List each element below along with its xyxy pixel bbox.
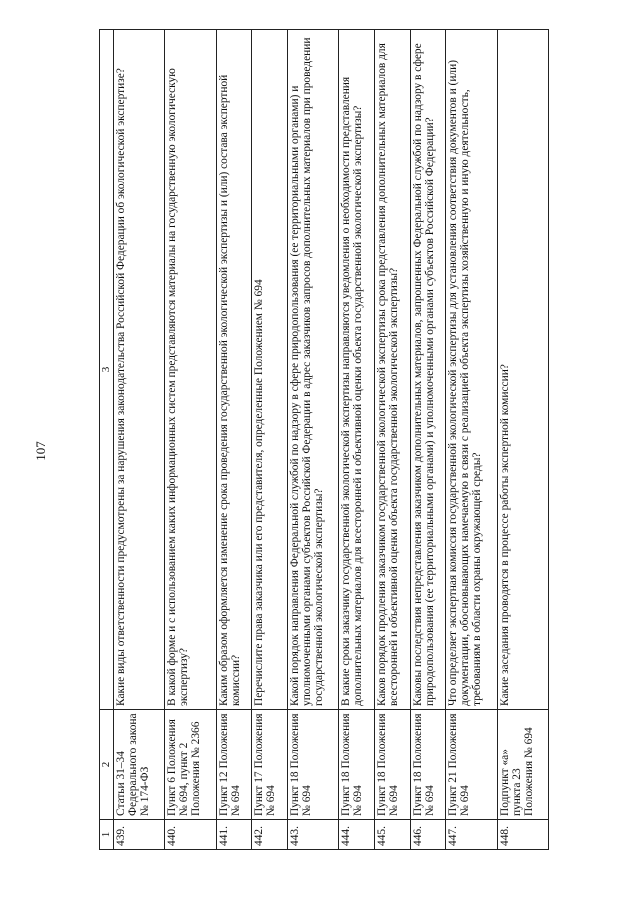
- table-row: [374, 30, 410, 850]
- row-question: Какие виды ответственности предусмотрены за нарушения законодательства Российской Федерации об экологической экспертизе?: [114, 30, 165, 710]
- row-number: 443.: [287, 820, 338, 850]
- row-question: Что определяет экспертная комиссия государственной экологической экспертизы для установления соответствия документов и (или) документации, обосновывающих намечаемую в связи с реализацией объекта экспертизы хозяйственную и иную деятельность, требованиям в области охраны окружающей среды?: [446, 30, 497, 710]
- table-row: [216, 30, 252, 850]
- row-number: 439.: [114, 820, 165, 850]
- row-question: Каков порядок продления заказчиком государственной экологической экспертизы срока представления дополнительных материалов для всесторонней и объективной оценки объекта государственной экологической экспертизы?: [374, 30, 410, 710]
- row-question: Каким образом оформляется изменение срока проведения государственной экологической экспертизы и (или) состава экспертной комиссии?: [216, 30, 252, 710]
- row-number: 446.: [410, 820, 446, 850]
- table-row: [339, 30, 375, 850]
- header-col-number: 1: [100, 820, 114, 850]
- table-row: [165, 30, 216, 850]
- table-row: [287, 30, 338, 850]
- table-row: [446, 30, 497, 850]
- header-col-reference: 2: [100, 710, 114, 820]
- rotated-table-wrapper: [99, 30, 549, 850]
- row-number: 447.: [446, 820, 497, 850]
- row-number: 444.: [339, 820, 375, 850]
- row-reference: Пункт 18 Положения № 694: [339, 710, 375, 820]
- row-question: Какой порядок направления Федеральной службой по надзору в сфере природопользования (ее территориальными органами) и уполномоченными органами субъектов Российской Федерации в адрес заказчиков запросов дополнительных материалов при проведении государственной экологической экспертизы?: [287, 30, 338, 710]
- table-row: [410, 30, 446, 850]
- row-number: 442.: [252, 820, 288, 850]
- row-reference: Пункт 6 Положения № 694, пункт 2 Положения № 2366: [165, 710, 216, 820]
- row-number: 441.: [216, 820, 252, 850]
- row-reference: Подпункт «а» пункта 23 Положения № 694: [497, 710, 548, 820]
- row-reference: Пункт 17 Положения № 694: [252, 710, 288, 820]
- row-reference: Пункт 18 Положения № 694: [410, 710, 446, 820]
- questions-table: [99, 29, 549, 850]
- page-number: 107: [33, 441, 48, 461]
- row-question: Каковы последствия непредставления заказчиком дополнительных материалов, запрошенных Федеральной службой по надзору в сфере природопользования (ее территориальными органами) и уполномоченными органами субъектов Российской Федерации?: [410, 30, 446, 710]
- row-number: 445.: [374, 820, 410, 850]
- row-question: В какие сроки заказчику государственной экологической экспертизы направляются уведомления о необходимости представления дополнительных материалов для всесторонней и объективной оценки объекта государственной экологической экспертизы?: [339, 30, 375, 710]
- row-reference: Пункт 21 Положения № 694: [446, 710, 497, 820]
- row-question: В какой форме и с использованием каких информационных систем представляются материалы на государственную экологическую экспертизу?: [165, 30, 216, 710]
- row-number: 440.: [165, 820, 216, 850]
- row-question: Перечислите права заказчика или его представителя, определенные Положением № 694: [252, 30, 288, 710]
- table-row: [497, 30, 548, 850]
- row-number: 448.: [497, 820, 548, 850]
- row-reference: Статьи 31–34 Федерального закона № 174-ФЗ: [114, 710, 165, 820]
- table-row: [252, 30, 288, 850]
- row-reference: Пункт 18 Положения № 694: [374, 710, 410, 820]
- header-col-question: 3: [100, 30, 114, 710]
- table-row: [114, 30, 165, 850]
- row-question: Какие заседания проводятся в процессе работы экспертной комиссии?: [497, 30, 548, 710]
- row-reference: Пункт 12 Положения № 694: [216, 710, 252, 820]
- row-reference: Пункт 18 Положения № 694: [287, 710, 338, 820]
- table-header-row: [100, 30, 114, 850]
